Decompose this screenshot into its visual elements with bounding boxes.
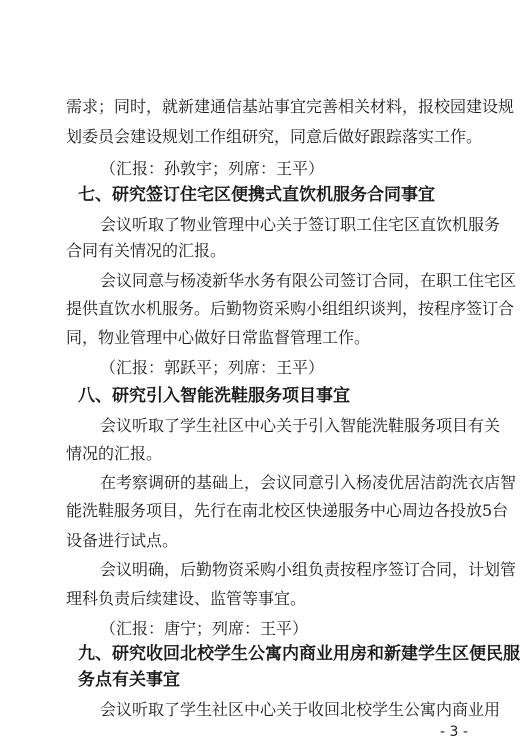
text: 能洗鞋服务项目，先行在南北校区快递服务中心周边各投放5台 xyxy=(66,501,509,520)
paragraph-line xyxy=(0,325,530,351)
text: 会议听取了物业管理中心关于签订职工住宅区直饮机服务 xyxy=(100,215,501,234)
text: 会议听取了学生社区中心关于引入智能洗鞋服务项目有关 xyxy=(100,416,501,435)
text: （汇报：郭跃平；列席：王平） xyxy=(100,358,325,377)
text: 理科负责后续建设、监管等事宜。 xyxy=(66,589,307,608)
text: 划委员会建设规划工作组研究，同意后做好跟踪落实工作。 xyxy=(66,127,483,146)
text: 在考察调研的基础上，会议同意引入杨凌优居洁韵洗衣店智 xyxy=(100,473,517,492)
paragraph-line xyxy=(0,212,530,238)
text: （汇报：唐宁；列席：王平） xyxy=(100,619,309,638)
paragraph-line xyxy=(0,697,530,723)
heading-text: 七、研究签订住宅区便携式直饮机服务合同事宜 xyxy=(78,185,435,205)
text: （汇报：孙敦宇；列席：王平） xyxy=(100,159,325,178)
reporter-note xyxy=(0,156,530,182)
paragraph-line xyxy=(0,470,530,496)
paragraph-line xyxy=(0,238,530,264)
paragraph-line xyxy=(0,413,530,439)
paragraph-line xyxy=(0,124,530,150)
text: 会议同意与杨凌新华水务有限公司签订合同，在职工住宅区 xyxy=(100,271,517,290)
text: 情况的汇报。 xyxy=(66,444,163,463)
section-heading xyxy=(0,383,530,409)
reporter-note xyxy=(0,616,530,642)
paragraph-line xyxy=(0,296,530,322)
section-heading xyxy=(0,182,530,208)
page-number: - 3 - xyxy=(440,724,468,740)
text: 同，物业管理中心做好日常监督管理工作。 xyxy=(66,328,371,347)
section-heading xyxy=(0,641,530,667)
paragraph-line xyxy=(0,94,530,120)
paragraph-line xyxy=(0,268,530,294)
heading-text: 八、研究引入智能洗鞋服务项目事宜 xyxy=(78,386,350,406)
text: 设备进行试点。 xyxy=(66,531,179,550)
text: 务点有关事宜 xyxy=(78,670,180,690)
text: 九、研究收回北校学生公寓内商业用房和新建学生区便民服 xyxy=(78,644,520,664)
text: 会议明确，后勤物资采购小组负责按程序签订合同，计划管 xyxy=(100,560,517,579)
paragraph-line xyxy=(0,441,530,467)
paragraph-line xyxy=(0,498,530,524)
text: 合同有关情况的汇报。 xyxy=(66,241,227,260)
text: 需求；同时，就新建通信基站事宜完善相关材料，报校园建设规 xyxy=(66,97,515,116)
paragraph-line xyxy=(0,586,530,612)
paragraph-line xyxy=(0,557,530,583)
text: 提供直饮水机服务。后勤物资采购小组组织谈判，按程序签订合 xyxy=(66,299,515,318)
reporter-note xyxy=(0,355,530,381)
paragraph-line xyxy=(0,528,530,554)
text: 会议听取了学生社区中心关于收回北校学生公寓内商业用 xyxy=(100,700,501,719)
section-heading xyxy=(0,667,530,693)
